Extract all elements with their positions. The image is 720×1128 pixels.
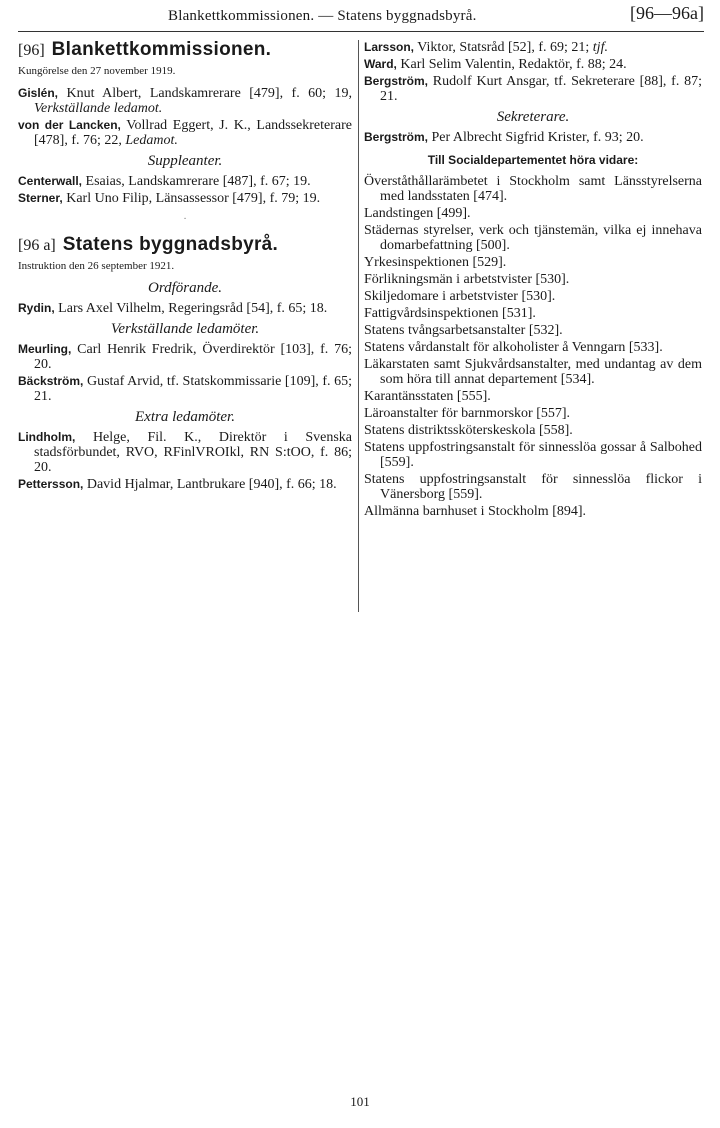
member-entry: Lindholm, Helge, Fil. K., Direktör i Svenska stadsförbundet, RVO, RFinlVROIkl, RN S:tOO, f. 86; 20. <box>18 430 353 475</box>
left-column <box>18 40 352 494</box>
member-entry: Ward, Karl Selim Valentin, Redaktör, f. 88; 24. <box>364 57 627 72</box>
section-number: [96] <box>18 42 45 59</box>
running-header <box>18 5 704 32</box>
verkstallande-heading: Verkställande ledamöter. <box>110 321 260 337</box>
decree-line: Instruktion den 26 september 1921. <box>18 260 175 272</box>
member-entry: Sterner, Karl Uno Filip, Länsassessor [479], f. 79; 19. <box>18 191 321 206</box>
section-96a-title <box>18 234 352 255</box>
member-entry: Bergström, Per Albrecht Sigfrid Krister, f. 93; 20. <box>364 130 644 145</box>
list-item: Överståthållarämbetet i Stockholm samt Länsstyrelserna med landsstaten [474]. <box>364 174 702 204</box>
socialdepartementet-heading: Till Socialdepartementet höra vidare: <box>427 153 639 167</box>
member-entry: Bergström, Rudolf Kurt Ansgar, tf. Sekreterare [88], f. 87; 21. <box>364 74 703 104</box>
section-number: [96 a] <box>18 237 56 254</box>
list-item: Statens tvångsarbetsanstalter [532]. <box>364 323 563 338</box>
running-title: Blankettkommissionen. — Statens byggnadsbyrå. <box>168 8 477 24</box>
list-item: Landstingen [499]. <box>364 206 471 221</box>
separator-dot: · <box>183 214 187 225</box>
member-entry: Pettersson, David Hjalmar, Lantbrukare [940], f. 66; 18. <box>18 477 337 492</box>
list-item: Förlikningsmän i arbetstvister [530]. <box>364 272 570 287</box>
list-item: Statens vårdanstalt för alkoholister å Venngarn [533]. <box>364 340 663 355</box>
list-item: Läroanstalter för barnmorskor [557]. <box>364 406 571 421</box>
page-number: 101 <box>350 1094 370 1109</box>
ordforande-heading: Ordförande. <box>147 280 223 296</box>
member-entry: Larsson, Viktor, Statsråd [52], f. 69; 21; tjf. <box>364 40 608 55</box>
member-entry: Centerwall, Esaias, Landskamrerare [487], f. 67; 19. <box>18 174 311 189</box>
sekreterare-heading: Sekreterare. <box>496 109 570 125</box>
running-range: [96—96a] <box>630 3 704 23</box>
list-item: Yrkesinspektionen [529]. <box>364 255 507 270</box>
section-96-title <box>18 39 352 60</box>
column-divider <box>358 40 359 612</box>
list-item: Skiljedomare i arbetstvister [530]. <box>364 289 556 304</box>
section-name: Blankettkommissionen. <box>51 39 272 60</box>
list-item: Städernas styrelser, verk och tjänstemän, vilka ej innehava domarbefattning [500]. <box>364 223 702 253</box>
member-entry: Rydin, Lars Axel Vilhelm, Regeringsråd [54], f. 65; 18. <box>18 301 328 316</box>
list-item: Statens uppfostringsanstalt för sinnesslöa gossar å Salbohed [559]. <box>364 440 702 470</box>
list-item: Statens uppfostringsanstalt för sinnesslöa flickor i Vänersborg [559]. <box>364 472 702 502</box>
list-item: Karantänsstaten [555]. <box>364 389 491 404</box>
member-entry: Gislén, Knut Albert, Landskamrerare [479], f. 60; 19, Verkställande ledamot. <box>18 86 352 116</box>
suppleanter-heading: Suppleanter. <box>147 153 223 169</box>
section-name: Statens byggnadsbyrå. <box>62 234 279 255</box>
list-item: Fattigvårdsinspektionen [531]. <box>364 306 536 321</box>
list-item: Allmänna barnhuset i Stockholm [894]. <box>364 504 587 519</box>
member-entry: Bäckström, Gustaf Arvid, tf. Statskommissarie [109], f. 65; 21. <box>18 374 353 404</box>
list-item: Läkarstaten samt Sjukvårdsanstalter, med undantag av dem som höra till annat departement [534]. <box>364 357 702 387</box>
decree-line: Kungörelse den 27 november 1919. <box>18 65 176 77</box>
member-entry: Meurling, Carl Henrik Fredrik, Överdirektör [103], f. 76; 20. <box>18 342 353 372</box>
right-column <box>364 40 702 521</box>
list-item: Statens distriktssköterskeskola [558]. <box>364 423 573 438</box>
extra-heading: Extra ledamöter. <box>135 409 235 425</box>
member-entry: von der Lancken, Vollrad Eggert, J. K., Landssekreterare [478], f. 76; 22, Ledamot. <box>18 118 353 148</box>
